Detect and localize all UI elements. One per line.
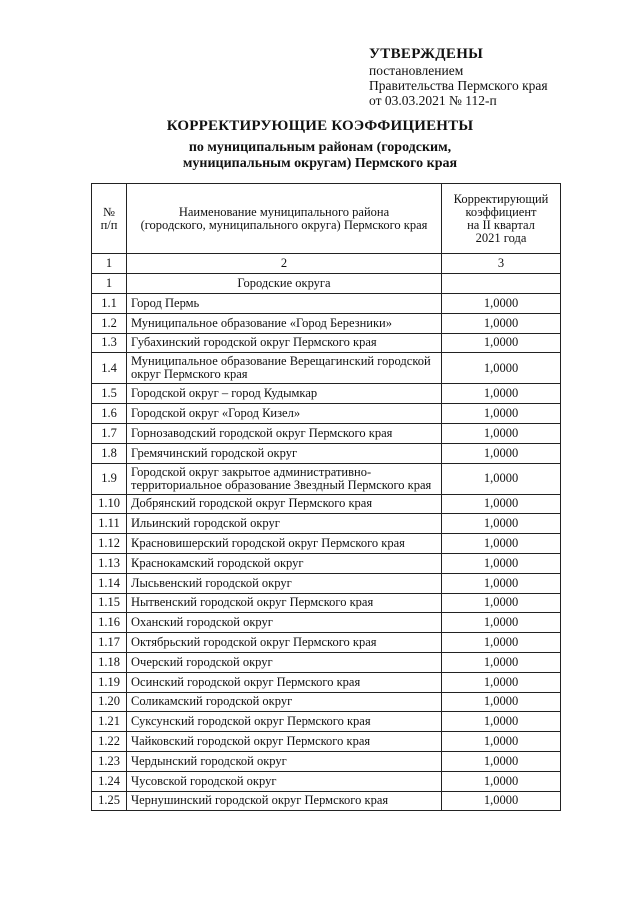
index-cell: 2 (127, 254, 442, 274)
table-row (92, 633, 561, 653)
table-row (92, 573, 561, 593)
row-number: 1.4 (92, 353, 127, 384)
row-coefficient: 1,0000 (442, 404, 561, 424)
row-name: Очерский городской округ (127, 652, 442, 672)
index-row (92, 254, 561, 274)
header-text: на II квартал (467, 217, 535, 232)
row-number: 1.24 (92, 771, 127, 791)
approval-line: от 03.03.2021 № 112-п (369, 93, 497, 108)
table-row (92, 313, 561, 333)
table-row (92, 463, 561, 494)
coefficients-table (91, 183, 561, 811)
row-coefficient: 1,0000 (442, 494, 561, 514)
document-subtitle-line: по муниципальным районам (городским, (188, 140, 452, 155)
row-coefficient: 1,0000 (442, 333, 561, 353)
table-row (92, 613, 561, 633)
section-name: Городские округа (127, 274, 442, 294)
row-number: 1.8 (92, 443, 127, 463)
row-number: 1.21 (92, 712, 127, 732)
approval-title: УТВЕРЖДЕНЫ (369, 46, 484, 62)
index-cell: 1 (92, 254, 127, 274)
table-row (92, 333, 561, 353)
row-coefficient: 1,0000 (442, 294, 561, 314)
row-name: Чайковский городской округ Пермского края (127, 732, 442, 752)
row-coefficient: 1,0000 (442, 633, 561, 653)
row-name: Гремячинский городской округ (127, 443, 442, 463)
table-row (92, 672, 561, 692)
row-name: Октябрьский городской округ Пермского края (127, 633, 442, 653)
header-text: № (103, 204, 115, 219)
document-subtitle-line: муниципальным округам) Пермского края (182, 156, 458, 171)
row-number: 1.17 (92, 633, 127, 653)
table-row (92, 771, 561, 791)
header-text: Корректирующий (453, 191, 549, 206)
row-coefficient: 1,0000 (442, 443, 561, 463)
row-name: Нытвенский городской округ Пермского края (127, 593, 442, 613)
header-name (127, 184, 442, 254)
row-number: 1.15 (92, 593, 127, 613)
row-number: 1.10 (92, 494, 127, 514)
row-coefficient: 1,0000 (442, 553, 561, 573)
table-row (92, 423, 561, 443)
header-text: 2021 года (475, 230, 527, 245)
header-text: (городского, муниципального округа) Пермского края (140, 217, 428, 232)
table-row (92, 712, 561, 732)
row-number: 1.6 (92, 404, 127, 424)
table-row (92, 692, 561, 712)
table-row (92, 494, 561, 514)
row-coefficient: 1,0000 (442, 712, 561, 732)
header-coefficient (442, 184, 561, 254)
row-number: 1.9 (92, 463, 127, 494)
table-row (92, 384, 561, 404)
row-coefficient: 1,0000 (442, 313, 561, 333)
row-name: Лысьвенский городской округ (127, 573, 442, 593)
row-name: Городской округ «Город Кизел» (127, 404, 442, 424)
table-row (92, 353, 561, 384)
approval-stamp (369, 46, 629, 108)
table-header-row (92, 184, 561, 254)
row-name: Ильинский городской округ (127, 514, 442, 534)
row-coefficient: 1,0000 (442, 692, 561, 712)
table-row (92, 534, 561, 554)
row-number: 1.19 (92, 672, 127, 692)
row-coefficient: 1,0000 (442, 613, 561, 633)
row-name: Городской округ закрытое административно-территориальное образование Звездный Пермского края (127, 463, 442, 494)
row-number: 1.13 (92, 553, 127, 573)
table-row (92, 732, 561, 752)
row-coefficient: 1,0000 (442, 751, 561, 771)
row-number: 1.18 (92, 652, 127, 672)
row-name: Чернушинский городской округ Пермского края (127, 791, 442, 811)
row-number: 1.11 (92, 514, 127, 534)
row-coefficient: 1,0000 (442, 353, 561, 384)
row-number: 1.2 (92, 313, 127, 333)
row-coefficient: 1,0000 (442, 652, 561, 672)
document-title: КОРРЕКТИРУЮЩИЕ КОЭФФИЦИЕНТЫ (166, 118, 474, 134)
row-number: 1.7 (92, 423, 127, 443)
section-number: 1 (92, 274, 127, 294)
row-name: Городской округ – город Кудымкар (127, 384, 442, 404)
row-name: Чусовской городской округ (127, 771, 442, 791)
header-number (92, 184, 127, 254)
row-coefficient: 1,0000 (442, 771, 561, 791)
row-coefficient: 1,0000 (442, 732, 561, 752)
row-number: 1.20 (92, 692, 127, 712)
row-number: 1.23 (92, 751, 127, 771)
row-number: 1.1 (92, 294, 127, 314)
row-name: Губахинский городской округ Пермского края (127, 333, 442, 353)
approval-line: постановлением (369, 63, 464, 78)
row-name: Соликамский городской округ (127, 692, 442, 712)
header-text: коэффициент (465, 204, 537, 219)
table-row (92, 593, 561, 613)
header-text: Наименование муниципального района (178, 204, 390, 219)
section-coefficient (442, 274, 561, 294)
row-name: Осинский городской округ Пермского края (127, 672, 442, 692)
index-cell: 3 (442, 254, 561, 274)
table-row (92, 751, 561, 771)
row-name: Краснокамский городской округ (127, 553, 442, 573)
row-coefficient: 1,0000 (442, 672, 561, 692)
row-name: Добрянский городской округ Пермского края (127, 494, 442, 514)
row-coefficient: 1,0000 (442, 593, 561, 613)
row-name: Красновишерский городской округ Пермского края (127, 534, 442, 554)
table-row (92, 652, 561, 672)
row-number: 1.12 (92, 534, 127, 554)
row-number: 1.3 (92, 333, 127, 353)
document-subtitle (0, 140, 640, 172)
row-coefficient: 1,0000 (442, 514, 561, 534)
row-coefficient: 1,0000 (442, 423, 561, 443)
row-name: Муниципальное образование Верещагинский городской округ Пермского края (127, 353, 442, 384)
approval-line: Правительства Пермского края (369, 78, 548, 93)
row-coefficient: 1,0000 (442, 791, 561, 811)
row-number: 1.16 (92, 613, 127, 633)
row-number: 1.5 (92, 384, 127, 404)
row-coefficient: 1,0000 (442, 534, 561, 554)
row-number: 1.25 (92, 791, 127, 811)
row-coefficient: 1,0000 (442, 463, 561, 494)
section-row (92, 274, 561, 294)
row-name: Муниципальное образование «Город Березники» (127, 313, 442, 333)
row-coefficient: 1,0000 (442, 573, 561, 593)
row-name: Суксунский городской округ Пермского края (127, 712, 442, 732)
row-number: 1.14 (92, 573, 127, 593)
row-coefficient: 1,0000 (442, 384, 561, 404)
table-row (92, 553, 561, 573)
table-row (92, 443, 561, 463)
table-row (92, 404, 561, 424)
row-name: Чердынский городской округ (127, 751, 442, 771)
table-row (92, 514, 561, 534)
table-row (92, 294, 561, 314)
row-number: 1.22 (92, 732, 127, 752)
table-row (92, 791, 561, 811)
header-text: п/п (100, 217, 118, 232)
row-name: Город Пермь (127, 294, 442, 314)
row-name: Оханский городской округ (127, 613, 442, 633)
row-name: Горнозаводский городской округ Пермского края (127, 423, 442, 443)
